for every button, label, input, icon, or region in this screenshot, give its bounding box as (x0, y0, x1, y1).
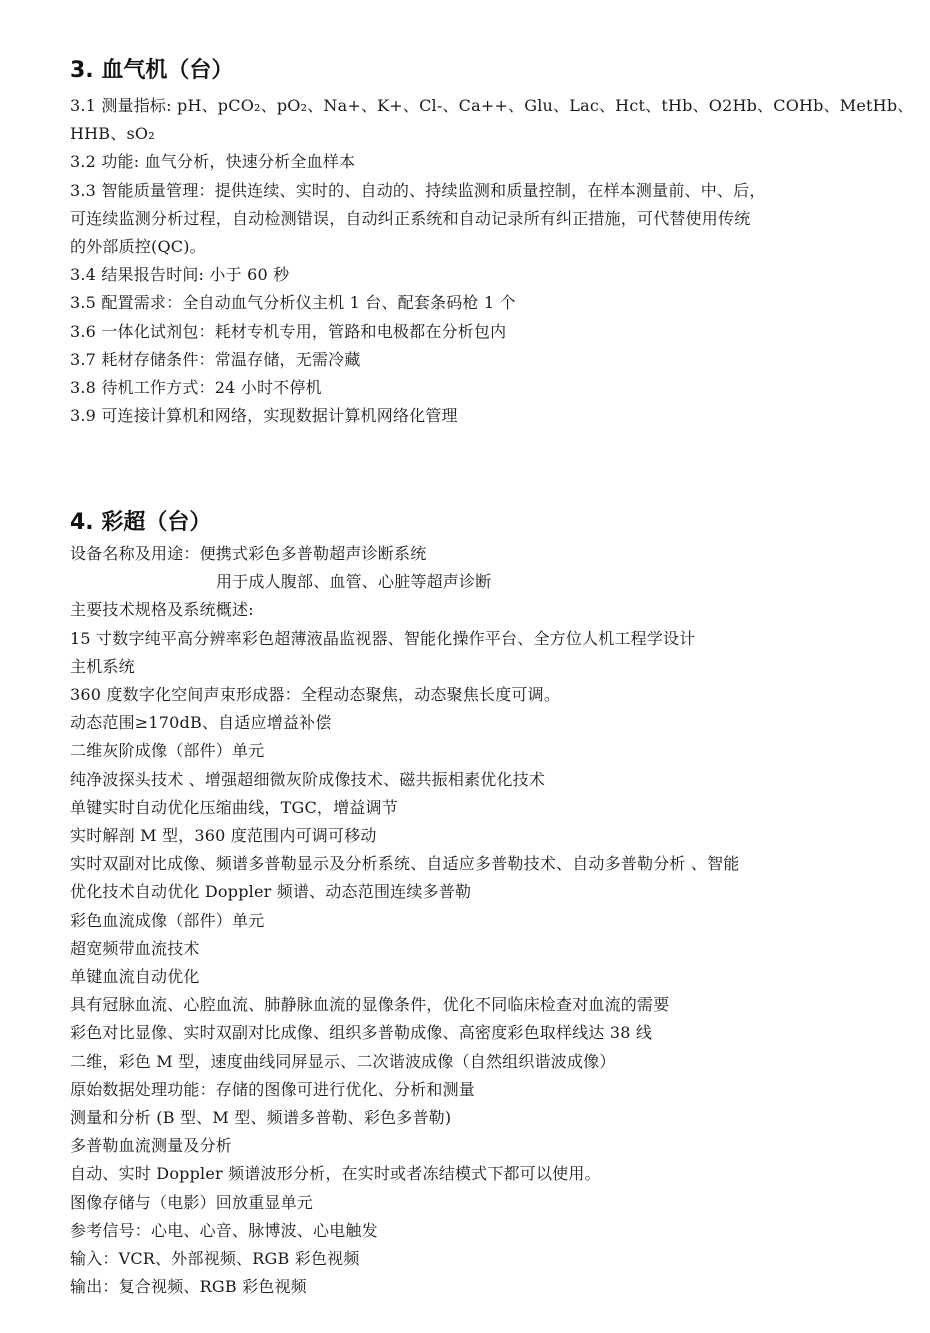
text-line: 测量和分析 (B 型、M 型、频谱多普勒、彩色多普勒) (70, 1108, 452, 1128)
section-heading: 3. 血气机（台） (70, 58, 234, 83)
text-line: 优化技术自动优化 Doppler 频谱、动态范围连续多普勒 (70, 882, 472, 902)
text-line: 输入：VCR、外部视频、RGB 彩色视频 (70, 1249, 360, 1269)
text-line: 二维灰阶成像（部件）单元 (70, 741, 265, 761)
text-line: 自动、实时 Doppler 频谱波形分析，在实时或者冻结模式下都可以使用。 (70, 1164, 601, 1184)
text-line: 动态范围≥170dB、自适应增益补偿 (70, 713, 332, 733)
text-line: 3.3 智能质量管理：提供连续、实时的、自动的、持续监测和质量控制，在样本测量前、中、后， (70, 180, 766, 200)
text-line: 彩色血流成像（部件）单元 (70, 910, 265, 930)
text-line: 3.5 配置需求：全自动血气分析仪主机 1 台、配套条码枪 1 个 (70, 293, 516, 313)
text-line: 360 度数字化空间声束形成器：全程动态聚焦，动态聚焦长度可调。 (70, 685, 561, 705)
text-line: 输出：复合视频、RGB 彩色视频 (70, 1277, 307, 1297)
text-line: 3.2 功能: 血气分析，快速分析全血样本 (70, 152, 356, 172)
text-line: 彩色对比显像、实时双副对比成像、组织多普勒成像、高密度彩色取样线达 38 线 (70, 1023, 653, 1043)
text-line: 实时解剖 M 型，360 度范围内可调可移动 (70, 826, 377, 846)
section-heading: 4. 彩超（台） (70, 510, 212, 535)
section-blood-gas (70, 56, 914, 430)
text-line: 15 寸数字纯平高分辨率彩色超薄液晶监视器、智能化操作平台、全方位人机工程学设计 (70, 628, 696, 648)
text-line: 主机系统 (70, 656, 135, 676)
text-line: 3.7 耗材存储条件：常温存储，无需冷藏 (70, 349, 361, 369)
text-line: 参考信号：心电、心音、脉博波、心电触发 (70, 1220, 378, 1240)
text-line: 3.4 结果报告时间: 小于 60 秒 (70, 265, 290, 285)
text-line: 3.1 测量指标: pH、pCO₂、pO₂、Na+、K+、Cl-、Ca++、Glu、Lac、Hct、tHb、O2Hb、COHb、MetHb、 (70, 96, 914, 115)
text-line: 3.6 一体化试剂包：耗材专机专用，管路和电极都在分析包内 (70, 321, 507, 341)
text-line: 具有冠脉血流、心腔血流、肺静脉血流的显像条件，优化不同临床检查对血流的需要 (70, 995, 670, 1015)
text-line: 单键实时自动优化压缩曲线，TGC，增益调节 (70, 797, 398, 817)
text-line: 超宽频带血流技术 (70, 938, 200, 958)
text-line: 纯净波探头技术 、增强超细微灰阶成像技术、磁共振相素优化技术 (70, 769, 546, 789)
text-line: 二维，彩色 M 型，速度曲线同屏显示、二次谐波成像（自然组织谐波成像） (70, 1051, 616, 1071)
text-line: 图像存储与（电影）回放重显单元 (70, 1192, 314, 1212)
text-line: 原始数据处理功能：存储的图像可进行优化、分析和测量 (70, 1079, 476, 1099)
text-line: 可连续监测分析过程，自动检测错误，自动纠正系统和自动记录所有纠正措施，可代替使用传统 (70, 208, 751, 228)
document-page (70, 56, 914, 1297)
section-color-ultrasound (70, 508, 870, 1301)
text-line: 设备名称及用途：便携式彩色多普勒超声诊断系统 (70, 544, 427, 563)
text-line: 用于成人腹部、血管、心脏等超声诊断 (216, 572, 492, 592)
text-line: HHB、sO₂ (70, 124, 155, 144)
text-line: 实时双副对比成像、频谱多普勒显示及分析系统、自适应多普勒技术、自动多普勒分析 、智能 (70, 854, 740, 874)
text-line: 单键血流自动优化 (70, 967, 200, 987)
text-line: 3.8 待机工作方式：24 小时不停机 (70, 378, 322, 398)
text-line: 多普勒血流测量及分析 (70, 1136, 233, 1156)
text-line: 主要技术规格及系统概述: (70, 600, 254, 620)
text-line: 3.9 可连接计算机和网络，实现数据计算机网络化管理 (70, 406, 458, 426)
text-line: 的外部质控(QC)。 (70, 237, 206, 257)
